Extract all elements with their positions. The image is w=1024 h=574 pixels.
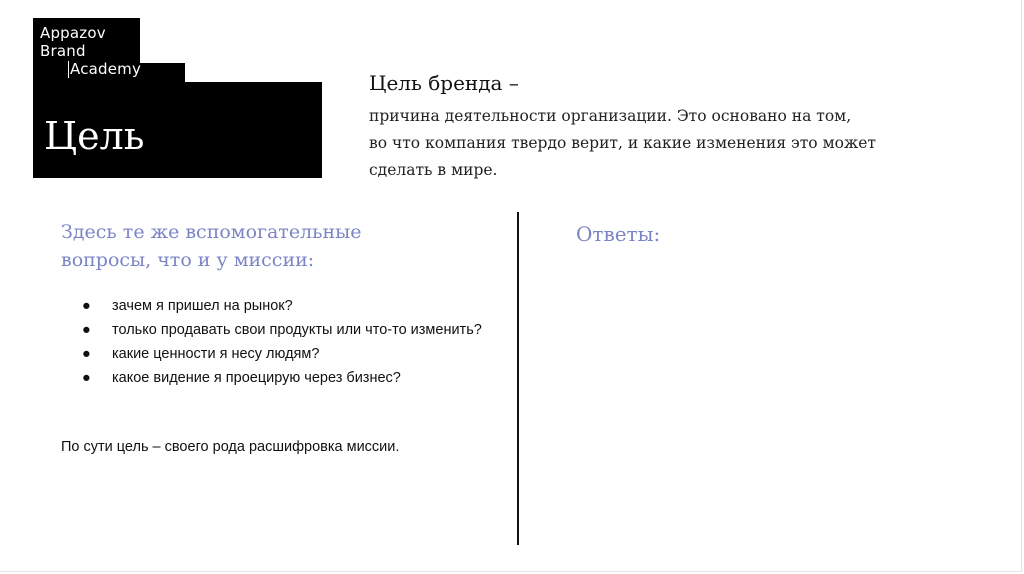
logo-line-3: Academy (70, 60, 142, 78)
brand-logo (40, 24, 141, 78)
page-title: Цель (44, 114, 145, 158)
answers-heading: Ответы: (576, 222, 661, 246)
questions-heading-line-1: Здесь те же вспомогательные (61, 221, 362, 243)
questions-list (80, 294, 500, 390)
list-item (80, 294, 500, 318)
bullet-icon: ● (82, 370, 91, 386)
bullet-icon: ● (82, 322, 91, 338)
summary-text: По сути цель – своего рода расшифровка миссии. (61, 439, 400, 455)
bullet-icon: ● (82, 298, 91, 314)
bullet-icon: ● (82, 346, 91, 362)
list-item (80, 366, 500, 390)
list-item-text: какое видение я проецирую через бизнес? (112, 370, 401, 386)
list-item-text: зачем я пришел на рынок? (112, 298, 293, 314)
questions-heading (61, 218, 461, 274)
logo-bar (68, 61, 69, 78)
definition-body (369, 103, 969, 184)
questions-heading-line-2: вопросы, что и у миссии: (61, 249, 315, 271)
definition-line: во что компания твердо верит, и какие изменения это может (369, 134, 876, 152)
definition-heading: Цель бренда – (369, 71, 519, 95)
column-divider (517, 212, 519, 545)
logo-line-1: Appazov (40, 24, 106, 42)
list-item-text: только продавать свои продукты или что-то изменить? (112, 322, 482, 338)
list-item (80, 318, 500, 342)
list-item (80, 342, 500, 366)
list-item-text: какие ценности я несу людям? (112, 346, 320, 362)
definition-line: причина деятельности организации. Это основано на том, (369, 107, 852, 125)
definition-line: сделать в мире. (369, 161, 498, 179)
logo-line-3-wrap (40, 60, 141, 78)
logo-line-2: Brand (40, 42, 86, 60)
